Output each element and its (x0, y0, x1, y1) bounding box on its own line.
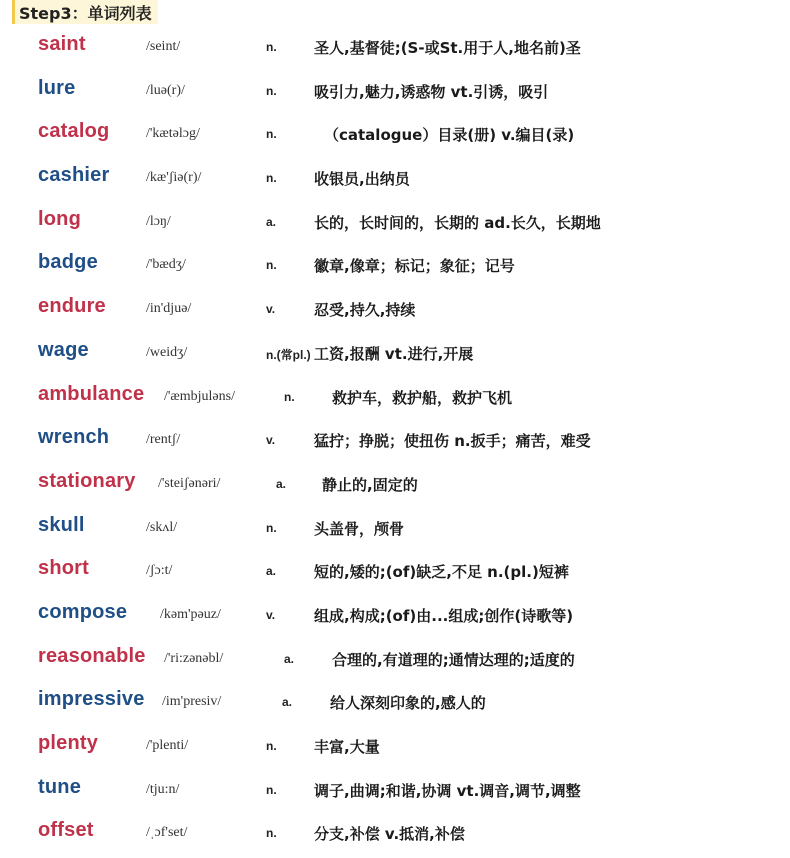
word-term: short (38, 557, 89, 580)
word-phonetic: /weidʒ/ (146, 344, 188, 360)
word-phonetic: /in'djuə/ (146, 301, 192, 317)
word-meaning: 丰富,大量 (314, 738, 380, 756)
word-term: saint (38, 33, 86, 55)
word-meaning: 长的，长时间的，长期的 ad.长久，长期地 (314, 213, 601, 232)
word-term: wrench (38, 426, 110, 449)
word-phonetic: /'kætəlɔg/ (146, 126, 200, 142)
word-row (0, 24, 790, 68)
word-term: badge (38, 251, 98, 274)
word-phonetic: /seint/ (146, 39, 181, 54)
word-term: compose (38, 600, 128, 623)
word-term: long (38, 207, 82, 230)
word-row (0, 199, 790, 243)
word-row (0, 723, 790, 767)
word-term: skull (38, 513, 85, 536)
word-part-of-speech: n. (266, 782, 277, 797)
word-part-of-speech: a. (276, 476, 287, 491)
word-row (0, 374, 790, 418)
word-phonetic: /kəm'pəuz/ (160, 606, 221, 622)
word-meaning: 给人深刻印象的,感人的 (330, 694, 486, 713)
word-part-of-speech: n. (266, 258, 277, 273)
word-row (0, 548, 790, 592)
word-row (0, 810, 790, 854)
word-term: lure (38, 76, 76, 99)
word-meaning: 徽章,像章；标记；象征；记号 (314, 257, 515, 276)
word-phonetic: /'steiʃənəri/ (158, 475, 221, 491)
section-title: Step3：单词列表 (19, 3, 152, 23)
word-meaning: 调子,曲调;和谐,协调 vt.调音,调节,调整 (314, 781, 581, 800)
word-part-of-speech: n. (266, 826, 277, 841)
word-meaning: 分支,补偿 v.抵消,补偿 (314, 825, 465, 844)
word-phonetic: /ʃɔ:t/ (146, 563, 173, 579)
word-phonetic: /lɔŋ/ (146, 213, 171, 229)
word-part-of-speech: v. (266, 433, 276, 448)
word-part-of-speech: n.(常pl.) (266, 347, 311, 362)
word-row (0, 155, 790, 199)
word-phonetic: /kæ'ʃiə(r)/ (146, 170, 202, 186)
word-row (0, 286, 790, 330)
word-meaning: 圣人,基督徒;(S-或St.用于人,地名前)圣 (314, 39, 581, 57)
word-part-of-speech: n. (284, 389, 295, 404)
word-term: plenty (38, 732, 99, 754)
word-meaning: 组成,构成;(of)由...组成;创作(诗歌等) (314, 606, 574, 625)
word-part-of-speech: v. (266, 302, 276, 317)
word-meaning: （catalogue）目录(册) v.编目(录) (324, 126, 575, 145)
word-row (0, 417, 790, 461)
word-part-of-speech: a. (266, 564, 277, 579)
word-row (0, 111, 790, 155)
word-part-of-speech: n. (266, 520, 277, 535)
word-phonetic: /'plenti/ (146, 738, 189, 753)
word-row (0, 242, 790, 286)
word-phonetic: /tju:n/ (146, 781, 180, 797)
word-phonetic: /skʌl/ (146, 519, 178, 535)
word-part-of-speech: n. (266, 127, 277, 142)
word-term: wage (38, 338, 89, 361)
word-phonetic: /luə(r)/ (146, 82, 185, 98)
word-phonetic: /'bædʒ/ (146, 257, 186, 273)
word-meaning: 猛拧；挣脱；使扭伤 n.扳手；痛苦，难受 (314, 432, 591, 451)
word-row (0, 505, 790, 549)
word-meaning: 静止的,固定的 (322, 475, 418, 494)
word-part-of-speech: n. (266, 83, 277, 98)
word-part-of-speech: a. (284, 651, 295, 666)
word-phonetic: /im'presiv/ (162, 694, 222, 710)
word-meaning: 头盖骨，颅骨 (314, 519, 405, 538)
word-phonetic: /'ri:zənəbl/ (164, 650, 224, 666)
word-term: catalog (38, 120, 110, 143)
word-term: impressive (38, 688, 145, 711)
word-part-of-speech: a. (266, 214, 277, 229)
word-row (0, 592, 790, 636)
word-phonetic: /'æmbjuləns/ (164, 388, 235, 404)
word-term: reasonable (38, 644, 146, 667)
word-list (0, 24, 790, 854)
word-term: endure (38, 295, 106, 318)
word-meaning: 吸引力,魅力,诱惑物 vt.引诱，吸引 (314, 82, 549, 101)
word-meaning: 合理的,有道理的;通情达理的;适度的 (332, 650, 575, 669)
section-header (12, 0, 158, 24)
word-meaning: 工资,报酬 vt.进行,开展 (314, 344, 474, 363)
word-meaning: 短的,矮的;(of)缺乏,不足 n.(pl.)短裤 (314, 563, 569, 582)
word-term: tune (38, 775, 82, 798)
word-phonetic: /ˌɔf'set/ (146, 825, 188, 841)
word-part-of-speech: n. (266, 739, 277, 753)
word-meaning: 收银员,出纳员 (314, 170, 410, 189)
word-phonetic: /rentʃ/ (146, 432, 181, 448)
word-term: stationary (38, 469, 136, 492)
word-row (0, 636, 790, 680)
word-row (0, 330, 790, 374)
word-term: cashier (38, 164, 110, 187)
word-part-of-speech: n. (266, 171, 277, 186)
word-row (0, 68, 790, 112)
word-term: ambulance (38, 382, 145, 405)
word-part-of-speech: a. (282, 695, 293, 710)
word-meaning: 忍受,持久,持续 (314, 301, 416, 320)
word-row (0, 679, 790, 723)
word-row (0, 767, 790, 811)
word-term: offset (38, 819, 94, 842)
word-meaning: 救护车，救护船，救护飞机 (332, 388, 513, 407)
word-part-of-speech: n. (266, 40, 277, 54)
word-part-of-speech: v. (266, 607, 276, 622)
word-row (0, 461, 790, 505)
